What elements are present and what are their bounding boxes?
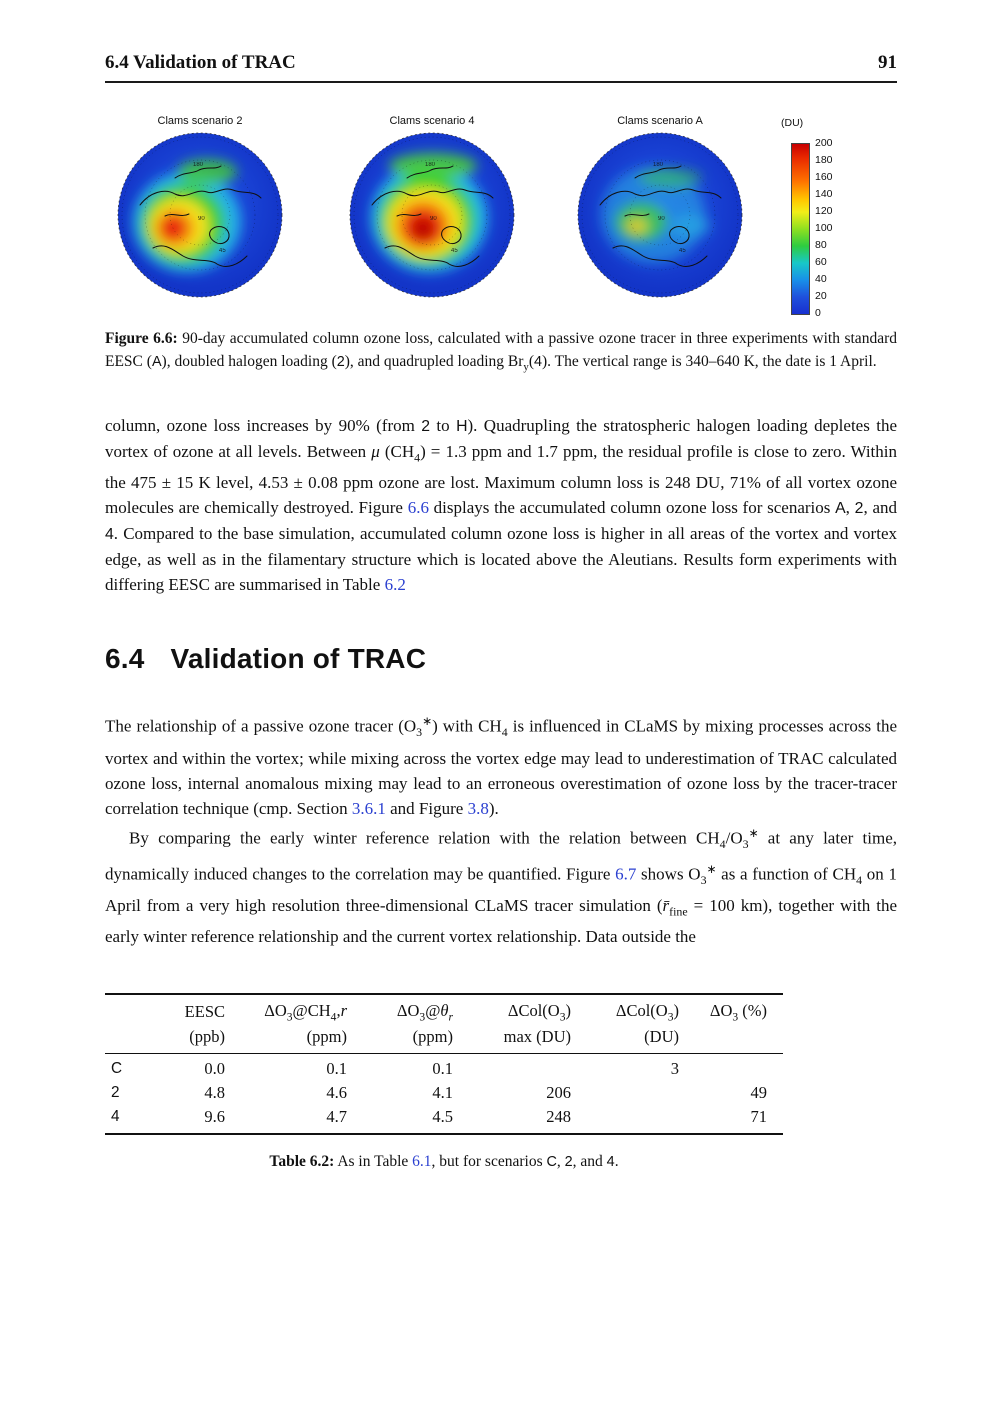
text-run: 3 [286,1011,293,1024]
ozone-map-scenario-4-graphic [347,130,517,300]
text-run: displays the accumulated column ozone loss for scenarios [428,498,836,518]
table-cell: 0.0 [204,1059,225,1079]
text-run: 4 [105,526,114,544]
col-unit [695,1025,783,1054]
text-run: /O [725,828,743,848]
grid-label: 90 [198,216,205,222]
text-run: 3 [667,1011,674,1024]
col-header [587,994,695,1025]
text-run: ) [673,1001,679,1021]
text-run: at any later time, dynamically induced changes to the correlation may be quantified. Figure [105,828,897,884]
body-paragraph-2 [105,709,897,820]
section-number: 6.4 [105,643,145,675]
col-header [469,994,587,1025]
map-scenario-2 [115,115,285,300]
section-heading [105,643,897,675]
col-unit: (ppb) [189,1027,225,1047]
text-run: 3 [416,725,423,740]
table-cell: 4.5 [432,1107,453,1127]
text-run: @CH [292,1001,331,1021]
table-cell: 3 [670,1059,679,1079]
text-run: ). Quadrupling the stratospheric halogen loading depletes the vortex of ozone at all levels. Between [105,416,898,462]
col-unit: (DU) [644,1027,679,1047]
text-run: fine [669,904,688,919]
text-run: A [151,354,162,370]
text-run: A [835,500,846,518]
text-run: , [556,1153,565,1171]
text-run: 2 [564,1154,573,1171]
colorbar-tick-label: 140 [815,188,833,200]
table-cell: 71 [750,1107,767,1127]
table-cell: 0.1 [432,1059,453,1079]
body-paragraph-3 [105,821,897,949]
table-cell [469,1054,587,1082]
grid-label: 180 [425,162,436,168]
map-title-scenario-A: Clams scenario A [617,115,703,127]
text-run: 4 [856,872,863,887]
text-run: ) [565,1001,571,1021]
text-run: ) with CH [432,717,502,737]
text-run: r̄ [662,895,670,915]
text-run: ΔO [396,1001,420,1021]
cross-reference-link[interactable]: 3.6.1 [351,798,386,818]
body-paragraph-1 [105,413,897,597]
text-run: ). The vertical range is 340–640 K, the date is 1 April. [542,353,877,370]
colorbar [781,117,897,317]
ozone-map-scenario-A-graphic [575,130,745,300]
text-run: r [340,1001,347,1021]
row-label: 2 [111,1084,120,1102]
text-run: . Compared to the base simulation, accumulated column ozone loss is higher in all areas of the vortex and vortex edge, as well as in the filamentary structure which is located above the Aleutians. Results form experiments with differing EESC are summarised in Table [105,524,897,595]
page-number: 91 [878,52,897,73]
text-run: r [448,1011,453,1024]
table-cell: 248 [546,1107,571,1127]
table-cell: 4.1 [432,1083,453,1103]
grid-label: 45 [679,248,686,254]
running-header-section: 6.4 Validation of TRAC [105,52,296,73]
map-title-scenario-2: Clams scenario 2 [157,115,243,127]
colorbar-tick-label: 40 [815,273,827,285]
col-unit: max (DU) [503,1027,571,1047]
text-run: (%) [738,1001,767,1021]
row-label: C [111,1060,123,1078]
text-run: to [430,416,457,436]
text-run: ( [528,353,534,370]
text-run: 3 [732,1011,739,1024]
text-run: ∗ [422,714,433,729]
text-run: 90-day accumulated column ozone loss, calculated with a passive ozone tracer in three experiments with standard EESC ( [105,330,897,370]
text-run: @ [425,1001,441,1021]
text-run: ΔO [264,1001,287,1021]
colorbar-tick-label: 20 [815,290,827,302]
colorbar-unit-label: (DU) [781,117,804,129]
colorbar-tick-label: 160 [815,171,833,183]
text-run: ΔCol(O [615,1001,668,1021]
text-run: , and [863,498,898,518]
text-run: 4 [534,354,543,370]
table-cell [695,1054,783,1082]
cross-reference-link[interactable]: 6.7 [615,864,637,884]
running-header [105,52,897,83]
text-run: ∗ [748,825,759,840]
text-run: (CH [379,442,415,462]
text-run: 2 [421,418,431,436]
table-cell [587,1081,695,1105]
text-run: is influenced in CLaMS by mixing processes across the vortex and within the vortex; while mixing across the vortex edge may lead to underestimation of TRAC calculated ozone loss, internal anomalous mixing may lead to an erroneous overestimation of ozone loss by the tracer-tracer correlation technique (cmp. Section [105,717,897,818]
table-cell: 4.6 [326,1083,347,1103]
text-run: y [523,361,529,374]
text-run: 4 [501,725,508,740]
text-run: Figure 6.6: [105,330,178,347]
text-run: 2 [854,500,864,518]
text-run: 3 [559,1011,566,1024]
grid-label: 90 [658,216,665,222]
table-row [105,1054,783,1082]
cross-reference-link[interactable]: 6.1 [412,1153,432,1171]
text-run: 4 [330,1011,337,1024]
map-scenario-A [575,115,745,300]
text-run: EESC [184,1002,225,1022]
text-run: as a function of CH [716,864,857,884]
table-cell: 206 [546,1083,571,1103]
text-run: ΔO [709,1001,733,1021]
table-cell: 4.7 [326,1107,347,1127]
table-row [105,1081,783,1105]
table-cell: 9.6 [204,1107,225,1127]
text-run: = 100 km), together with the early winter reference relationship and the current vortex relationship. Data outside the [105,895,897,947]
text-run: 3 [419,1011,426,1024]
col-header [241,994,363,1025]
text-run: Table 6.2: [269,1153,335,1171]
table-cell: 4.8 [204,1083,225,1103]
figure-6-6 [105,115,897,317]
table-cell: 49 [750,1083,767,1103]
text-run: shows O [636,864,701,884]
text-run: ΔCol(O [507,1001,560,1021]
text-run: ) = 1.3 ppm and 1.7 ppm, the residual profile is close to zero. Within the 475 ± 15 K level, 4.53 ± 0.08 ppm ozone are lost. Maximum column loss is 248 DU, 71% of all vortex ozone molecules are chemically destroyed. Figure [105,442,898,518]
text-run: 4 [414,450,421,465]
text-run: column, ozone loss increases by 90% (from [105,416,422,436]
table-header-row [105,994,783,1025]
text-run: As in Table [334,1153,413,1171]
grid-label: 180 [193,162,204,168]
text-run: 3 [742,836,749,851]
table-6-2 [105,993,783,1135]
colorbar-tick-label: 60 [815,256,827,268]
table-units-row [105,1025,783,1054]
table-row [105,1105,783,1134]
text-run: ). [488,798,499,818]
text-run: 3 [700,872,707,887]
cross-reference-link[interactable]: 3.8 [467,798,489,818]
col-header [145,994,241,1025]
map-title-scenario-4: Clams scenario 4 [389,115,475,127]
text-run: 2 [336,354,345,370]
text-run: C [546,1154,557,1171]
table-cell [587,1105,695,1134]
table-caption [105,1153,783,1171]
ozone-map-scenario-2-graphic [115,130,285,300]
text-run: θ [440,1001,449,1021]
col-header [363,994,469,1025]
section-title: Validation of TRAC [170,643,427,675]
colorbar-tick-label: 0 [815,307,821,319]
grid-label: 90 [430,216,437,222]
text-run: on 1 April from a very high resolution three-dimensional CLaMS tracer simulation ( [105,864,897,915]
grid-label: 45 [451,248,458,254]
text-run: , and [572,1153,607,1171]
table-cell: 0.1 [326,1059,347,1079]
text-run: ∗ [706,861,717,876]
colorbar-tick-label: 80 [815,239,827,251]
colorbar-tick-label: 200 [815,137,833,149]
text-run: 4 [606,1154,615,1171]
cross-reference-link[interactable]: 6.2 [384,575,406,595]
row-label: 4 [111,1108,120,1126]
text-run: The relationship of a passive ozone tracer (O [105,717,417,737]
text-run: . [614,1153,619,1171]
text-run: , [336,1001,341,1021]
col-unit: (ppm) [306,1027,347,1047]
map-scenario-4 [347,115,517,300]
colorbar-tick-labels [815,137,855,319]
grid-label: 180 [653,162,664,168]
text-run: ), doubled halogen loading ( [161,353,337,370]
figure-caption [105,327,897,379]
col-unit: (ppm) [412,1027,453,1047]
colorbar-tick-label: 120 [815,205,833,217]
text-run: μ [371,442,380,462]
text-run: , but for scenarios [431,1153,547,1171]
colorbar-tick-label: 180 [815,154,833,166]
grid-label: 45 [219,248,226,254]
text-run: and Figure [385,798,468,818]
text-run: By comparing the early winter reference relation with the relation between CH [129,828,720,848]
text-run: H [456,418,468,436]
cross-reference-link[interactable]: 6.6 [407,498,429,518]
col-header [695,994,783,1025]
text-run: ), and quadrupled loading Br [344,353,524,370]
text-run: , [845,498,855,518]
colorbar-tick-label: 100 [815,222,833,234]
colorbar-gradient [791,143,810,315]
text-run: 4 [719,836,726,851]
